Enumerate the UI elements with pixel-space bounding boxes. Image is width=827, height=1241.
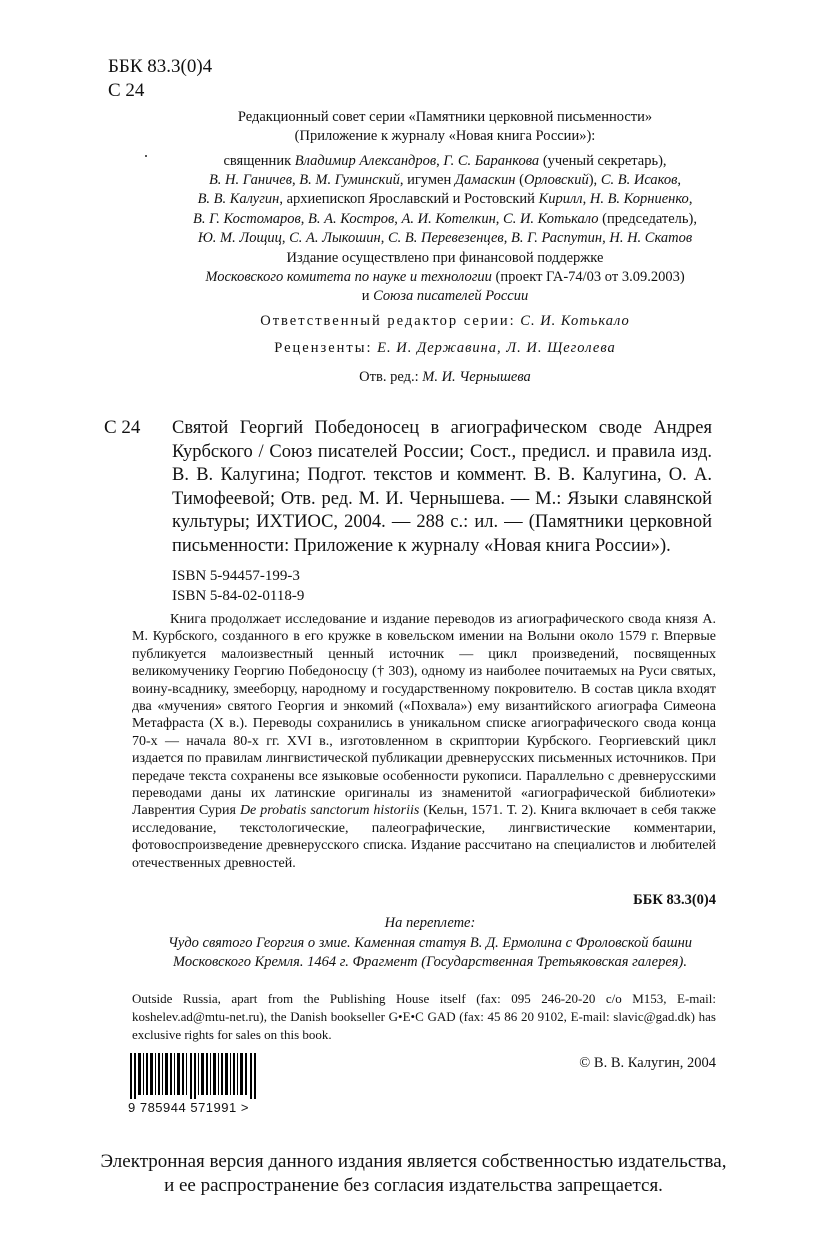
bbk-code-block [108,55,212,103]
text: , архиепископ Ярославский и Ростовский [279,191,539,208]
sponsor-name: Московского комитета по науке и технологии [205,269,492,285]
barcode-number: 9 785944 571991 > [128,1100,249,1115]
member-name: Н. Н. Скатов [609,229,693,246]
text: ), [588,172,601,189]
member-name: Г. С. Баранкова [443,153,540,169]
text: , [602,229,610,246]
resp-name: М. И. Чернышева [422,369,531,385]
support-line-2 [120,268,770,287]
member-name: Владимир Александров [294,153,437,169]
member-name: В. А. Костров [308,210,395,227]
member-name: А. И. Котелкин [401,210,496,227]
council-members [120,152,770,248]
isbn-2: ISBN 5-84-02-0118-9 [172,588,305,604]
editor-label: Ответственный редактор серии: [260,313,516,329]
cover-description [120,934,740,972]
text: , [380,229,388,246]
text: (ученый секретарь), [539,153,667,169]
members-line-2 [120,171,770,190]
support-line-3 [120,287,770,306]
member-name: В. Г. Распутин [510,229,603,246]
footer-line-1: Электронная версия данного издания является собственностью издательства, [100,1151,727,1172]
member-name: Дамаскин [454,172,516,189]
text: , [394,210,402,227]
bbk-code: ББК 83.3(0)4 [108,56,213,77]
text: , [495,210,504,227]
cover-line-1: Чудо святого Георгия о змие. Каменная статуя В. Д. Ермолина с Фроловской башни [167,935,693,951]
series-editor [120,313,770,330]
reviewers-label: Рецензенты: [274,340,373,356]
members-line-5 [120,229,770,248]
copyright: © В. В. Калугин, 2004 [579,1055,716,1071]
isbn-1: ISBN 5-94457-199-3 [172,568,300,584]
text: и [361,288,374,304]
abstract-text: (Кельн, 1571. Т. 2). Книга включает в себя также исследование, текстологические, палеографические, лингвистические комментарии, фотовоспроизведение древнерусского списка. Издание рассчитано на специалистов и любителей отечественных древностей. [132,803,716,871]
editor-name: С. И. Котькало [520,313,630,329]
text: , [688,191,693,208]
member-name: В. М. Гуминский [299,172,400,189]
text: , [582,191,590,208]
member-name: С. А. Лыкошин [289,229,381,246]
text: (председатель), [598,210,697,227]
text: священник [223,153,295,169]
author-mark: С 24 [108,80,145,101]
member-name: С. И. Котькало [503,210,599,227]
abstract-text: Книга продолжает исследование и издание переводов из агиографического свода князя А. М. Курбского, созданного в его кружке в ковельском имении на Волыни около 1579 г. Впервые публикуется малоизвестный ценный источник — цикл произведений, посвященных великомученику Георгию Победоносцу († 303), одному из наиболее почитаемых на Руси святых, воину-всаднику, змееборцу, народному и государственному покровителю. В состав цикла входят два «мучения» святого Георгия и энкомий («Похвала») ему византийского агиографа Симеона Метафраста (X в.). Переводы сохранились в уникальном списке агиографического свода конца 70-х — начала 80-х гг. XVI в., изготовленном в скриптории Курбского. Георгиевский цикл издается по правилам лингвистической публикации древнерусских письменных источников. При передаче текста сохранены все языковые особенности рукописи. Параллельно с древнерусскими переводами даны их латинские оригиналы из знаменитой «агиографической библиотеки» Лаврентия Сурия [132,612,716,819]
reviewers [120,340,770,357]
member-name: С. В. Перевезенцев [387,229,504,246]
member-name: В. В. Калугин [197,191,280,208]
bbk-code-bottom: ББК 83.3(0)4 [633,892,716,908]
members-line-1 [120,152,770,171]
sponsor-name: Союза писателей России [373,288,529,304]
council-line-1: Редакционный совет серии «Памятники церковной письменности» [237,109,653,125]
members-line-4 [120,210,770,229]
member-name: В. Н. Ганичев [208,172,293,189]
support-line-1: Издание осуществлено при финансовой поддержке [286,250,604,266]
outside-russia-notice: Outside Russia, apart from the Publishing House itself (fax: 095 246-20-20 c/o M153, E-mail: koshelev.ad@mtu-net.ru), the Danish bookseller G•E•C GAD (fax: 45 86 20 9102, E-mail: slavic@gad.dk) has exclusive rights for sales on this book. [132,991,716,1042]
text: , [503,229,511,246]
citation-mark: С 24 [104,417,141,438]
member-name: Ю. М. Лощиц [197,229,282,246]
cover-line-2: Московского Кремля. 1464 г. Фрагмент (Государственная Третьяковская галерея). [173,954,687,970]
resp-label: Отв. ред.: [359,369,419,385]
text: , [300,210,309,227]
council-line-2: (Приложение к журналу «Новая книга России»): [294,128,596,144]
isbn-block [172,566,304,606]
member-name: Орловский [523,172,589,189]
footer-line-2: и ее распространение без согласия издательства запрещается. [164,1175,663,1196]
editorial-council-heading [120,108,770,146]
text: , [677,172,682,189]
financial-support [120,249,770,306]
text: (проект ГА-74/03 от 3.09.2003) [491,269,685,285]
text: , [292,172,300,189]
member-name: Н. В. Корниенко [589,191,689,208]
latin-title: De probatis sanctorum historiis [239,803,420,819]
cover-heading: На переплете: [384,915,476,931]
bibliographic-citation: Святой Георгий Победоносец в агиографическом своде Андрея Курбского / Союз писателей России; Сост., предисл. и правила изд. В. В. Калугина; Подгот. текстов и коммент. В. В. Калугина, О. А. Тимофеевой; Отв. ред. М. И. Чернышева. — М.: Языки славянской культуры; ИХТИОС, 2004. — 288 с.: ил. — (Памятники церковной письменности: Приложение к журналу «Новая книга России»). [172,418,712,556]
electronic-version-notice [60,1150,767,1198]
text: , [281,229,290,246]
barcode-icon [130,1053,260,1099]
text: ( [515,172,524,189]
reviewers-names: Е. И. Державина, Л. И. Щеголева [377,340,616,356]
members-line-3 [120,190,770,209]
book-abstract [132,611,716,872]
responsible-editor [120,369,770,386]
text: , игумен [399,172,455,189]
member-name: В. Г. Костомаров [193,210,301,227]
member-name: С. В. Исаков [600,172,678,189]
member-name: Кирилл [538,191,583,208]
text: , [436,153,444,169]
